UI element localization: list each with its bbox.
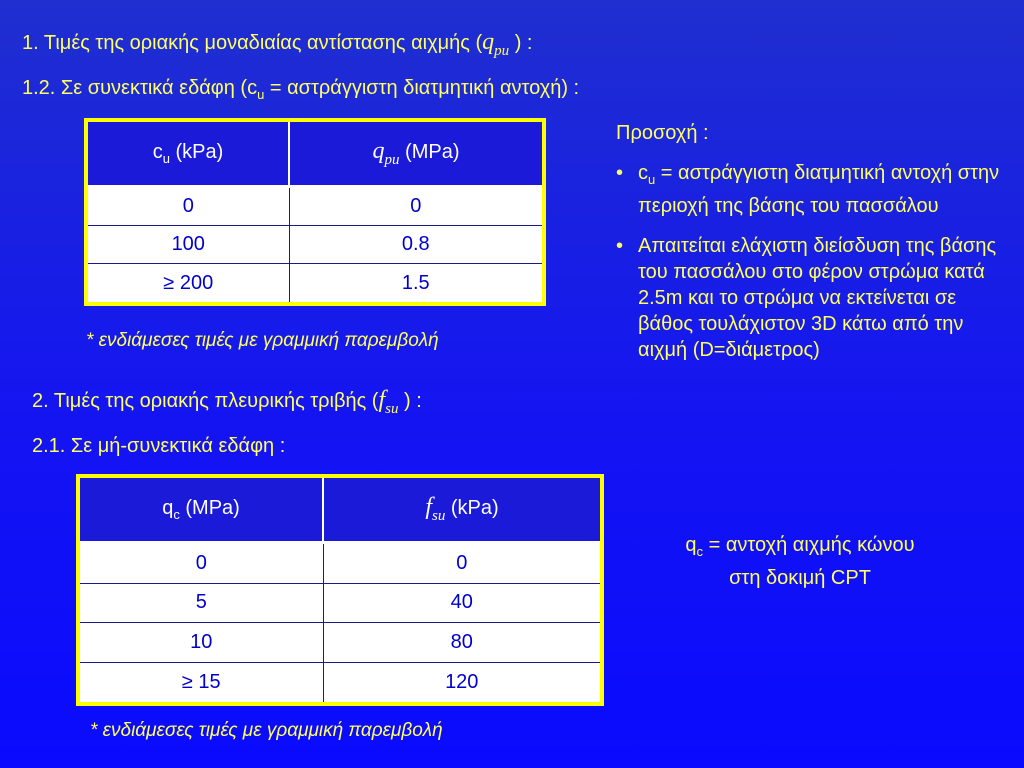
col-qc-header: $q_c$ (MPa) xyxy=(78,476,323,542)
cell-fsu: 0 xyxy=(323,542,602,583)
section2-subtitle: 2.1. Σε μή-συνεκτικά εδάφη : xyxy=(32,435,286,457)
cpt-note xyxy=(640,532,960,591)
cell-qc: 10 xyxy=(78,623,323,662)
col-cu-header: $c_u$ (kPa) xyxy=(86,120,289,186)
cell-qpu: 0.8 xyxy=(289,226,544,264)
cpt-note-line1: $q_c = \alpha\nu\tau o\chi ή$ αιχμής κώνου xyxy=(685,534,915,559)
section1-subtitle-suffix: = αστράγγιστη διατμητική αντοχή) : xyxy=(264,77,580,99)
section2-title-suffix: ) : xyxy=(404,390,422,412)
table-row xyxy=(78,662,602,704)
section1-title-suffix: ) : xyxy=(514,32,533,54)
attention-bullet-2: • Απαιτείται ελάχιστη διείσδυση της βάσης του πασσάλου στο φέρον στρώμα κατά 2.5m και το στρώμα να εκτείνεται σε βάθος τουλάχιστον 3D κάτω από την αιχμή (D=διάμετρος) xyxy=(616,235,997,361)
section1-title-text: 1. Τιμές της οριακής μοναδιαίας αντίστασης αιχμής ( xyxy=(22,32,483,54)
table-row xyxy=(86,186,544,226)
attention-panel xyxy=(616,120,1006,363)
cpt-note-line2: στη δοκιμή CPT xyxy=(729,567,871,589)
attention-title: Προσοχή : xyxy=(616,122,709,144)
section1-title xyxy=(22,30,532,63)
cell-fsu: 40 xyxy=(323,583,602,622)
cell-cu: 0 xyxy=(86,186,289,226)
col-fsu-header: $f_{su}$ (kPa) xyxy=(323,476,602,542)
section1-subtitle-text: 1.2. Σε συνεκτικά εδάφη (c xyxy=(22,77,258,99)
table-row xyxy=(86,264,544,304)
table-qc-fsu xyxy=(76,474,604,706)
table-cu-qpu xyxy=(84,118,546,306)
section1-subtitle-sub: u xyxy=(257,87,265,102)
qpu-symbol: $q_{pu}$ xyxy=(482,29,510,59)
cell-fsu: 80 xyxy=(323,623,602,662)
cell-qc: ≥ 15 xyxy=(78,662,323,704)
cell-qpu: 1.5 xyxy=(289,264,544,304)
section2-title xyxy=(32,388,422,421)
cell-qc: 5 xyxy=(78,583,323,622)
cell-cu: ≥ 200 xyxy=(86,264,289,304)
table-row xyxy=(78,583,602,622)
table2-note: * ενδιάμεσες τιμές με γραμμική παρεμβολή xyxy=(90,720,443,741)
bullet-dot-icon: • xyxy=(616,235,624,257)
cell-qpu: 0 xyxy=(289,186,544,226)
table1-note: * ενδιάμεσες τιμές με γραμμική παρεμβολή xyxy=(86,330,439,351)
section1-subtitle xyxy=(22,76,579,107)
attention-bullet-1: • $c_u = \alpha\sigma\tau\rho ά\gamma\gamma\iota\sigma\tau\eta$ διατμητική αντοχή στην περιοχή της βάσης του πασσάλου xyxy=(616,162,1000,217)
cell-fsu: 120 xyxy=(323,662,602,704)
section2-title-text: 2. Τιμές της οριακής πλευρικής τριβής ( xyxy=(32,390,379,412)
bullet-dot-icon: • xyxy=(616,162,624,184)
fsu-symbol: $f_{su}$ xyxy=(378,387,399,417)
table-header-row xyxy=(78,476,602,542)
table-header-row xyxy=(86,120,544,186)
table-row xyxy=(86,226,544,264)
col-qpu-header: $q_{pu}$ (MPa) xyxy=(289,120,544,186)
cell-cu: 100 xyxy=(86,226,289,264)
table-row xyxy=(78,542,602,583)
cell-qc: 0 xyxy=(78,542,323,583)
table-row xyxy=(78,623,602,662)
